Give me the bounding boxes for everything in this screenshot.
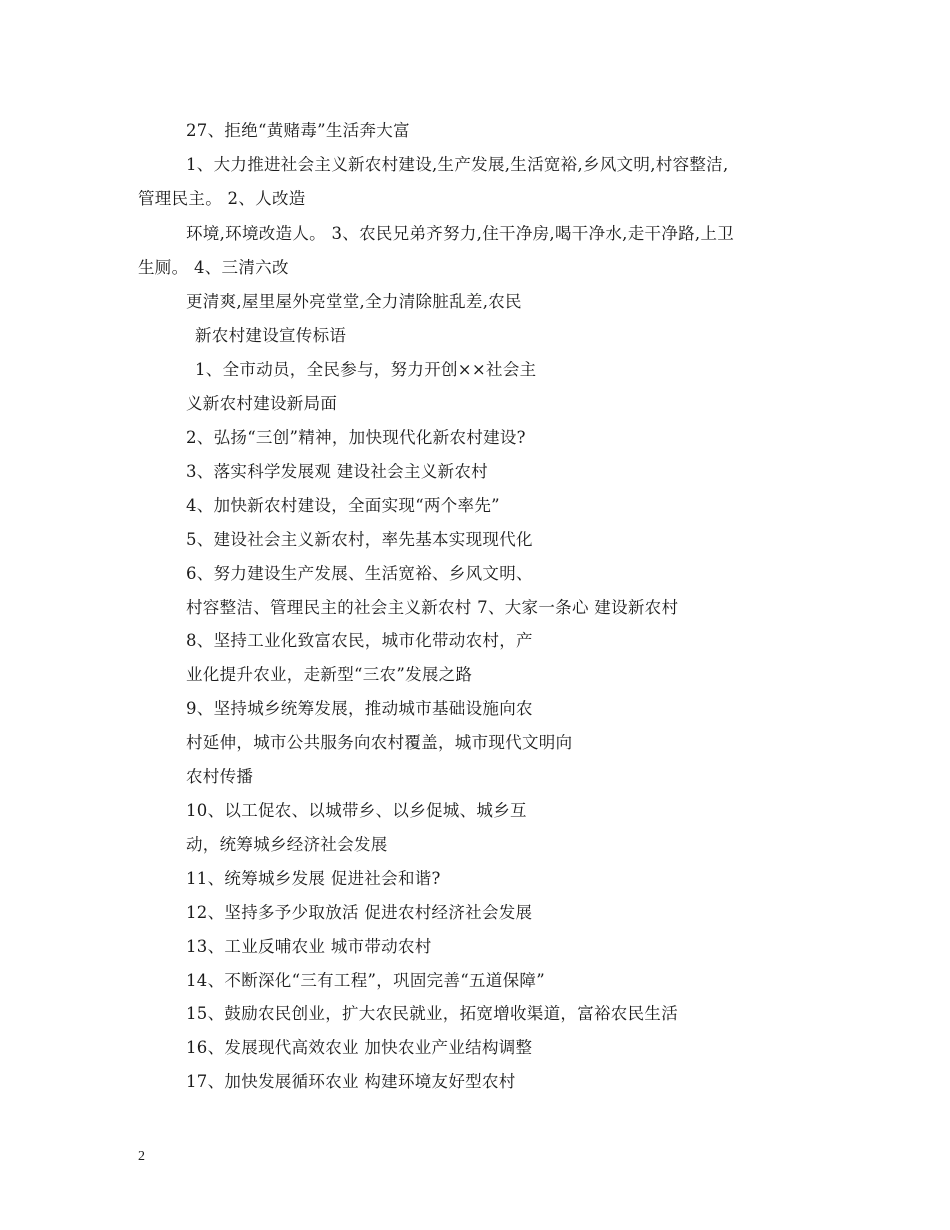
page-number: 2 xyxy=(138,1149,145,1164)
text-line: 9、坚持城乡统筹发展，推动城市基础设施向农 xyxy=(186,699,533,718)
text-line: 15、鼓励农民创业，扩大农民就业，拓宽增收渠道，富裕农民生活 xyxy=(186,1004,678,1023)
section-heading: 新农村建设宣传标语 xyxy=(195,326,347,345)
text-line: 11、统筹城乡发展 促进社会和谐? xyxy=(186,869,441,888)
text-line: 14、不断深化“三有工程”，巩固完善“五道保障” xyxy=(186,971,545,990)
text-line: 环境,环境改造人。 3、农民兄弟齐努力,住干净房,喝干净水,走干净路,上卫 xyxy=(186,224,735,243)
text-line: 2、弘扬“三创”精神，加快现代化新农村建设? xyxy=(186,428,526,447)
text-line: 3、落实科学发展观 建设社会主义新农村 xyxy=(186,462,488,481)
text-line: 管理民主。 2、人改造 xyxy=(138,189,306,208)
text-line: 5、建设社会主义新农村，率先基本实现现代化 xyxy=(186,530,533,549)
text-line: 1、大力推进社会主义新农村建设,生产发展,生活宽裕,乡风文明,村容整洁, xyxy=(186,155,729,174)
text-line: 业化提升农业，走新型“三农”发展之路 xyxy=(186,665,473,684)
text-line: 动，统筹城乡经济社会发展 xyxy=(186,835,388,854)
text-line: 4、加快新农村建设，全面实现“两个率先” xyxy=(186,496,500,515)
text-line: 更清爽,屋里屋外亮堂堂,全力清除脏乱差,农民 xyxy=(186,292,522,311)
text-line: 12、坚持多予少取放活 促进农村经济社会发展 xyxy=(186,903,533,922)
text-line: 村容整洁、管理民主的社会主义新农村 7、大家一条心 建设新农村 xyxy=(186,598,679,617)
text-line: 生厕。 4、三清六改 xyxy=(138,258,289,277)
text-line: 6、努力建设生产发展、生活宽裕、乡风文明、 xyxy=(186,564,533,583)
text-line: 16、发展现代高效农业 加快农业产业结构调整 xyxy=(186,1038,533,1057)
text-line: 1、全市动员，全民参与，努力开创××社会主 xyxy=(195,360,537,379)
text-line: 农村传播 xyxy=(186,767,254,786)
text-line: 27、拒绝“黄赌毒”生活奔大富 xyxy=(186,121,410,140)
text-line: 10、以工促农、以城带乡、以乡促城、城乡互 xyxy=(186,801,527,820)
text-line: 义新农村建设新局面 xyxy=(186,394,338,413)
text-line: 村延伸，城市公共服务向农村覆盖，城市现代文明向 xyxy=(186,733,573,752)
text-line: 13、工业反哺农业 城市带动农村 xyxy=(186,937,432,956)
text-line: 8、坚持工业化致富农民，城市化带动农村，产 xyxy=(186,631,533,650)
text-line: 17、加快发展循环农业 构建环境友好型农村 xyxy=(186,1072,516,1091)
